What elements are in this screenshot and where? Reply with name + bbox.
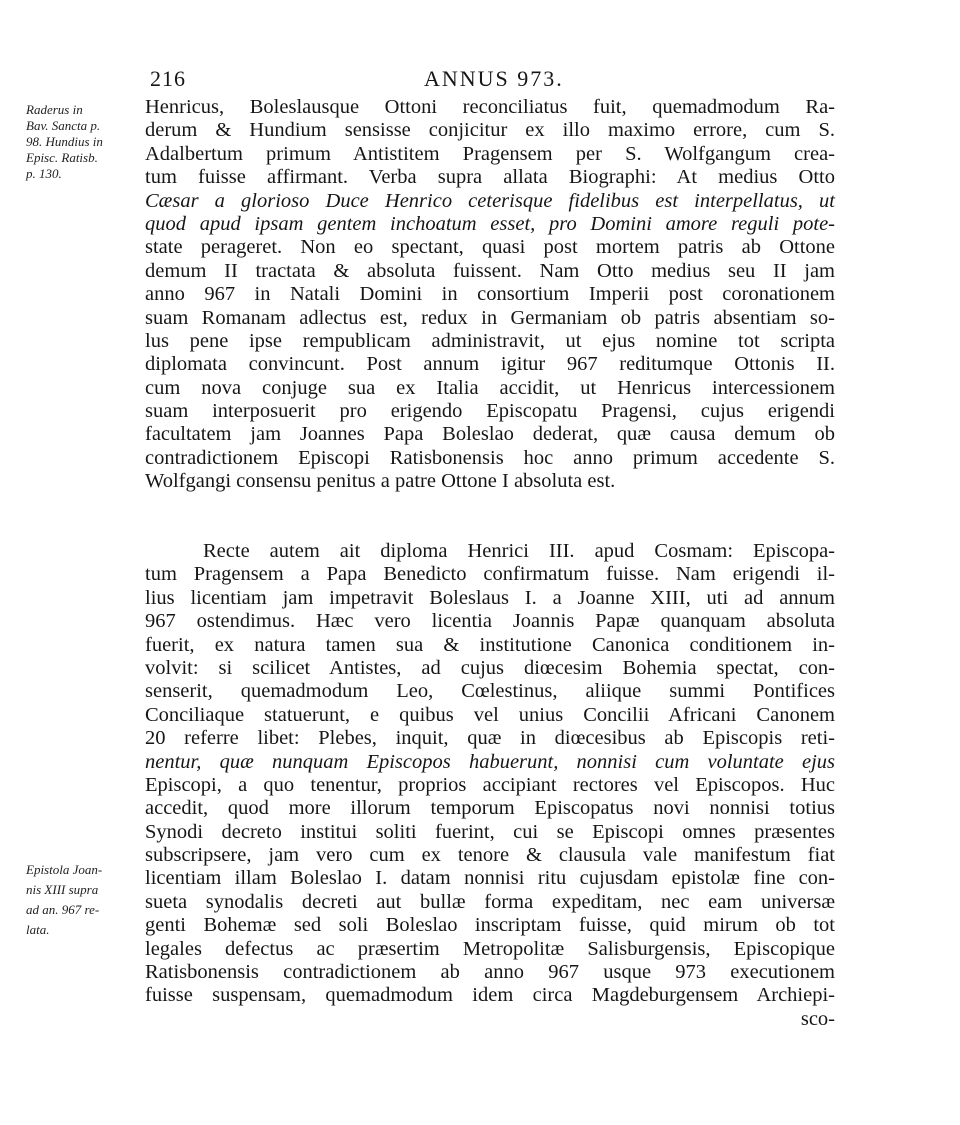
- text-line: senserit, quemadmodum Leo, Cœlestinus, aliique summi Pontifices: [145, 680, 835, 703]
- text-line: Wolfgangi consensu penitus a patre Ottone I absoluta est.: [145, 470, 616, 493]
- paragraph-1: [145, 96, 835, 494]
- text-line: tum fuisse affirmant. Verba supra allata Biographi: At medius Otto: [145, 166, 835, 189]
- text-line: contradictionem Episcopi Ratisbonensis hoc anno primum accedente S.: [145, 446, 835, 469]
- text-line: fuerit, ex natura tamen sua & institutione Canonica conditionem in-: [145, 633, 835, 656]
- text-line: cum nova conjuge sua ex Italia accidit, ut Henricus intercessionem: [145, 376, 835, 399]
- text-line: volvit: si scilicet Antistes, ad cujus diœcesim Bohemia spectat, con-: [145, 656, 835, 679]
- text-line: sueta synodalis decreti aut bullæ forma expeditam, nec eam universæ: [145, 890, 835, 913]
- margin-note-line: nis XIII supra: [26, 882, 99, 897]
- catchword: sco-: [800, 1007, 835, 1030]
- paragraph-2: [145, 540, 835, 1031]
- text-line: Synodi decreto institui soliti fuerint, cui se Episcopi omnes præsentes: [145, 820, 835, 843]
- page-header: [0, 66, 960, 96]
- margin-note-line: Bav. Sancta p.: [26, 118, 101, 133]
- text-line: fuisse suspensam, quemadmodum idem circa Magdeburgensem Archiepi-: [145, 984, 835, 1007]
- text-line: derum & Hundium sensisse conjicitur ex illo maximo errore, cum S.: [145, 119, 835, 142]
- margin-note-epistola: [26, 860, 146, 940]
- text-line: tum Pragensem a Papa Benedicto confirmatum fuisse. Nam erigendi il-: [145, 563, 835, 586]
- text-line: suam interposuerit pro erigendo Episcopatu Pragensi, cujus erigendi: [145, 400, 835, 423]
- text-line: accedit, quod more illorum temporum Episcopatus novi nonnisi totius: [145, 797, 835, 820]
- text-line-italic: nentur, quæ nunquam Episcopos habuerunt, nonnisi cum voluntate ejus: [145, 750, 835, 773]
- margin-note-line: ad an. 967 re-: [26, 902, 100, 917]
- text-line: subscripsere, jam vero cum ex tenore & clausula vale manifestum fiat: [145, 844, 835, 867]
- text-line: legales defectus ac præsertim Metropolitæ Salisburgensis, Episcopique: [145, 937, 835, 960]
- margin-note-raderus: [26, 102, 146, 182]
- margin-note-line: Raderus in: [26, 102, 83, 117]
- text-line: Recte autem ait diploma Henrici III. apud Cosmam: Episcopa-: [203, 540, 835, 562]
- text-line: genti Bohemæ sed soli Boleslao inscriptam fuisse, quid mirum ob tot: [145, 914, 835, 937]
- text-line: Conciliaque statuerunt, e quibus vel unius Concilii Africani Canonem: [145, 703, 835, 726]
- text-line: Episcopi, a quo tenentur, proprios accipiant rectores vel Episcopos. Huc: [145, 773, 835, 796]
- text-line: Adalbertum primum Antistitem Pragensem per S. Wolfgangum crea-: [145, 142, 835, 165]
- text-line: suam Romanam adlectus est, redux in Germaniam ob patris absentiam so-: [145, 306, 835, 329]
- margin-note-line: Episc. Ratisb.: [26, 150, 98, 165]
- text-line: lius licentiam jam impetravit Boleslaus I. a Joanne XIII, uti ad annum: [145, 586, 835, 609]
- text-line: anno 967 in Natali Domini in consortium Imperii post coronationem: [145, 283, 835, 306]
- text-line: demum II tractata & absoluta fuissent. Nam Otto medius seu II jam: [145, 259, 835, 282]
- running-head: ANNUS 973.: [424, 66, 564, 91]
- margin-note-line: Epistola Joan-: [26, 862, 103, 877]
- text-line-italic: Cæsar a glorioso Duce Henrico ceterisque fidelibus est interpellatus, ut: [145, 189, 835, 212]
- text-line: facultatem jam Joannes Papa Boleslao dederat, quæ causa demum ob: [145, 423, 835, 446]
- text-line: diplomata convincunt. Post annum igitur 967 reditumque Ottonis II.: [145, 353, 835, 376]
- text-line: licentiam illam Boleslao I. datam nonnisi ritu cujusdam epistolæ fine con-: [145, 867, 835, 890]
- text-line: Ratisbonensis contradictionem ab anno 967 usque 973 executionem: [145, 961, 835, 984]
- margin-note-line: 98. Hundius in: [26, 134, 103, 149]
- margin-note-line: p. 130.: [26, 166, 62, 181]
- text-line: Henricus, Boleslausque Ottoni reconciliatus fuit, quemadmodum Ra-: [145, 96, 835, 118]
- text-line: 967 ostendimus. Hæc vero licentia Joannis Papæ quanquam absoluta: [145, 610, 835, 633]
- text-line-italic: quod apud ipsam gentem inchoatum esset, pro Domini amore reguli pote-: [145, 212, 835, 235]
- text-line: 20 referre libet: Plebes, inquit, quæ in diœcesibus ab Episcopis reti-: [145, 727, 835, 750]
- text-line: lus pene ipse rempublicam administravit, ut ejus nomine tot scripta: [145, 329, 835, 352]
- text-line: state perageret. Non eo spectant, quasi post mortem patris ab Ottone: [145, 236, 835, 259]
- margin-note-line: lata.: [26, 922, 50, 937]
- page-number: 216: [150, 66, 186, 91]
